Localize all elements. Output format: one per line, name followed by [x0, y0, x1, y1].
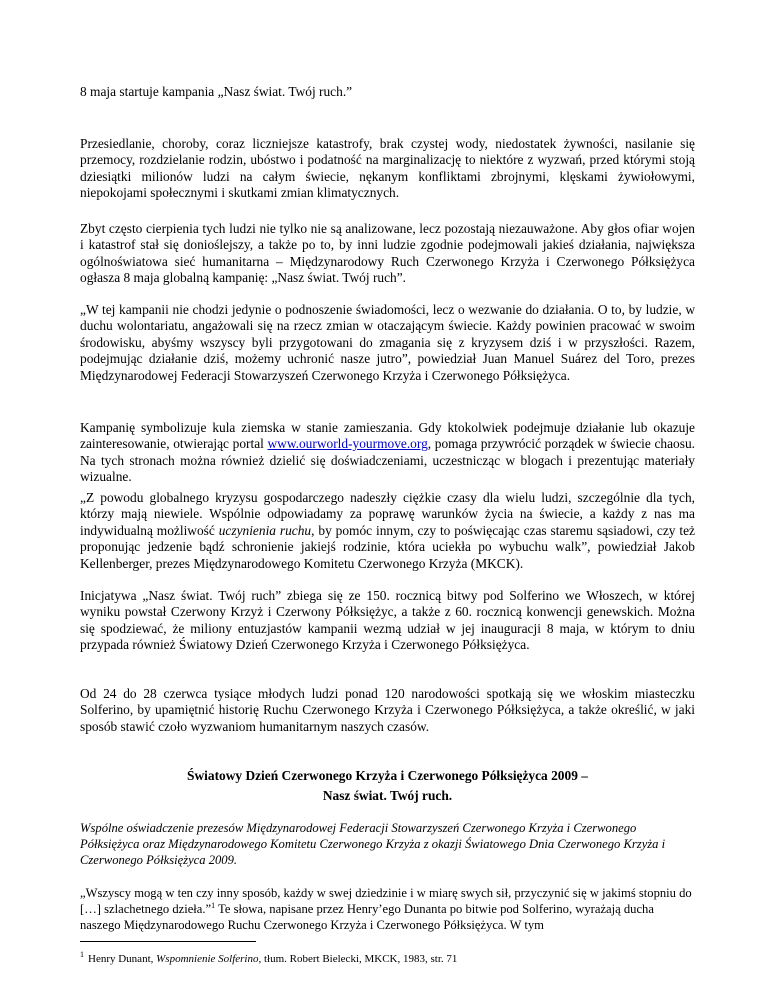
paragraph-6: Inicjatywa „Nasz świat. Twój ruch” zbiega się ze 150. rocznicą bitwy pod Solferino we Włoszech, w której wyniku powstał Czerwony Krzyż i Czerwony Półksiężyc, a także z 60. rocznicą konwencji genewskich. Można się spodziewać, że miliony entuzjastów kampanii wezmą udział w jej inauguracji 8 maja, w którym to dniu przypada również Światowy Dzień Czerwonego Krzyża i Czerwonego Półksiężyca.	[80, 588, 695, 653]
paragraph-5-text-b: , by pomóc innym, czy to poświęcając czas staremu sąsiadowi, czy też proponując jedzenie bądź schronienie jakiejś rodzinie, która uciekła po wybuchu walk”, powiedział Jakob Kellenberger, prezes Międzynarodowego Komitetu Czerwonego Krzyża (MKCK).	[80, 522, 695, 571]
paragraph-4-text-a: Kampanię symbolizuje kula ziemska w stanie zamieszania. Gdy ktokolwiek podejmuje działanie lub okazuje zainteresowanie, otwierając portal	[80, 420, 695, 452]
footnote-author: Henry Dunant,	[88, 953, 157, 965]
section-heading	[80, 766, 695, 806]
paragraph-1: Przesiedlanie, choroby, coraz liczniejsze katastrofy, brak czystej wody, niedostatek żywności, nasilanie się przemocy, rozdzielanie rodzin, ubóstwo i podatność na marginalizację to niektóre z wyzwań, przed którymi stoją dziesiątki milionów ludzi na całym świecie, nękanym konfliktami zbrojnymi, klęskami żywiołowymi, niepokojami społecznymi i skutkami zmian klimatycznych.	[80, 136, 695, 201]
paragraph-7: Od 24 do 28 czerwca tysiące młodych ludzi ponad 120 narodowości spotkają się we włoskim miasteczku Solferino, by upamiętnić historię Ruchu Czerwonego Krzyża i Czerwonego Półksiężyca, a także określić, w jaki sposób stawić czoło wyzwaniom humanitarnym naszych czasów.	[80, 686, 695, 734]
footnote-number: 1	[80, 950, 84, 960]
dunant-quote-text-b: Te słowa, napisane przez Henry’ego Dunanta po bitwie pod Solferino, wyrażają ducha naszego Międzynarodowego Ruchu Czerwonego Krzyża i Czerwonego Półksiężyca. W tym	[80, 902, 654, 932]
joint-statement: Wspólne oświadczenie prezesów Międzynarodowej Federacji Stowarzyszeń Czerwonego Krzyża i Czerwonego Półksiężyca oraz Międzynarodowego Komitetu Czerwonego Krzyża z okazji Światowego Dnia Czerwonego Krzyża i Czerwonego Półksiężyca 2009.	[80, 821, 666, 867]
footnote-reference[interactable]: 1	[211, 900, 216, 910]
dunant-quote	[80, 885, 695, 933]
section-heading-line-2: Nasz świat. Twój ruch.	[322, 788, 453, 803]
paragraph-5-italic: uczynienia ruchu	[218, 522, 312, 538]
paragraph-4-text-b: , pomaga przywrócić porządek w świecie chaosu. Na tych stronach można również dzielić się doświadczeniami, uczestnicząc w blogach i prezentując materiały wizualne.	[80, 436, 695, 485]
paragraph-5-text-a: „Z powodu globalnego kryzysu gospodarczego nadeszły ciężkie czasy dla wielu ludzi, szczególnie dla tych, którzy mają niewiele. Wspólnie odpowiadamy za poprawę warunków życia na świecie, a każdy z nas ma indywidualną możliwość	[80, 490, 695, 538]
article-title: 8 maja startuje kampania „Nasz świat. Twój ruch.”	[80, 84, 353, 99]
paragraph-5	[80, 490, 695, 572]
paragraph-2: Zbyt często cierpienia tych ludzi nie tylko nie są analizowane, lecz pozostają niezauważone. Aby głos ofiar wojen i katastrof stał się donioślejszy, a także po to, by inni ludzie zgodnie podejmowali jakieś działania, największa ogólnoświatowa sieć humanitarna – Międzynarodowy Ruch Czerwonego Krzyża i Czerwonego Półksiężyca ogłasza 8 maja globalną kampanię: „Nasz świat. Twój ruch”.	[80, 221, 695, 286]
footnote-details: tłum. Robert Bielecki, MKCK, 1983, str. 71	[261, 953, 458, 965]
footnote-work-title: Wspomnienie Solferino,	[156, 953, 262, 965]
paragraph-4	[80, 420, 695, 486]
footnote-separator	[80, 941, 256, 942]
dunant-quote-text-a: „Wszyscy mogą w ten czy inny sposób, każdy w swej dziedzinie i w miarę swych sił, przyczynić się w jakimś stopniu do […] szlachetnego dzieła.”	[80, 886, 692, 916]
portal-link[interactable]: www.ourworld-yourmove.org	[267, 436, 428, 452]
paragraph-3: „W tej kampanii nie chodzi jedynie o podnoszenie świadomości, lecz o wezwanie do działania. O to, by ludzie, w duchu wolontariatu, angażowali się na rzecz zmian w otaczającym świecie. Każdy powinien pracować w swoim środowisku, abyśmy wszyscy byli przygotowani do zmagania się z kryzysem dziś i w przyszłości. Razem, podejmując działanie dziś, możemy uchronić nasze jutro”, powiedział Juan Manuel Suárez del Toro, prezes Międzynarodowej Federacji Stowarzyszeń Czerwonego Krzyża i Czerwonego Półksiężyca.	[80, 302, 695, 383]
footnote	[80, 952, 695, 966]
section-heading-line-1: Światowy Dzień Czerwonego Krzyża i Czerwonego Półksiężyca 2009 –	[187, 768, 588, 783]
